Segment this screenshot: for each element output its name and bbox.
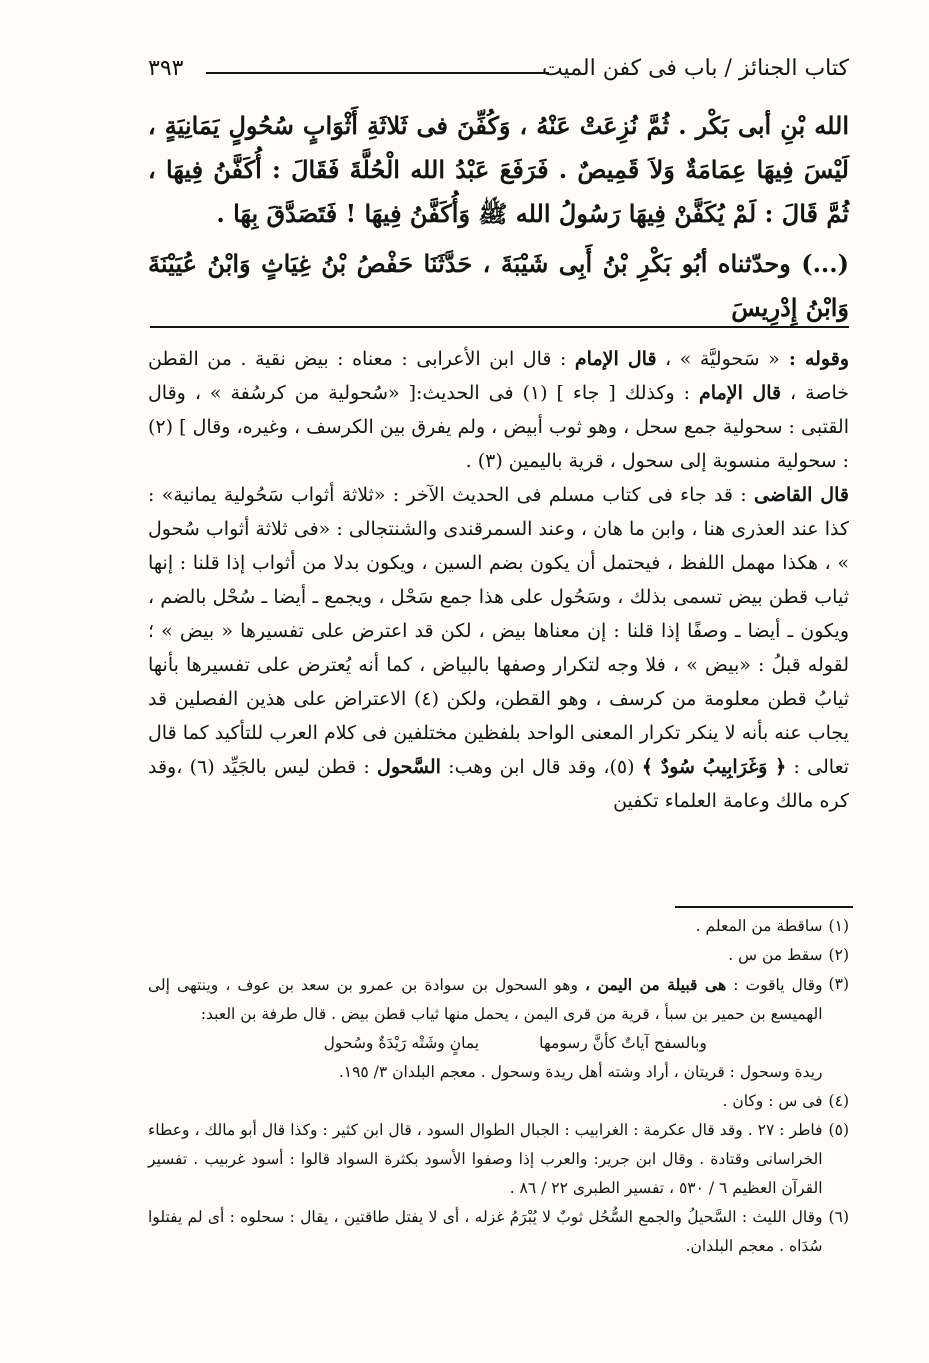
commentary-speaker: قال الإمام bbox=[699, 382, 782, 404]
footnote-text: وقال الليث : السَّحيلُ والجمع السُّحُل ثوبٌ لا يُبْرَمُ غزله ، أى لا يفتل طاقتين ، يقال : سحلوه : أى لم يفتلوا سُدَاه . معجم البلدان. bbox=[148, 1208, 823, 1255]
commentary-text: : وكذلك [ جاء ] (١) فى الحديث:[ «سُحولية من كرسُفة » ، وقال القتبى : سحولية جمع سحل ، وهو ثوب أبيض ، ولم يفرق بين الكرسف ، وغيره، وقال ] (٢) : سحولية منسوبة إلى سحول ، قرية باليمين (٣) . bbox=[148, 382, 849, 472]
hadith-isnad: (...) وحدّثناه أبُو بَكْرِ بْنُ أَبِى شَيْبَةَ ، حَدَّثَنَا حَفْصُ بْنُ غِيَاثٍ وَابْنُ عُيَيْنَةَ وَابْنُ إِدْرِيسَ bbox=[148, 249, 849, 322]
hadith-paragraph: الله بْنِ أبى بَكْر . ثُمَّ نُزِعَتْ عَنْهُ ، وَكُفِّنَ فى ثَلاثَةِ أَثْوَابٍ سُحُولٍ يَمَانِيَةٍ ، لَيْسَ فِيهَا عِمَامَةٌ وَلاَ قَمِيصٌ . فَرَفَعَ عَبْدُ الله الْحُلَّةَ فَقَالَ : أُكَفَّنُ فِيهَا ، ثُمَّ قَالَ : لَمْ يُكَفَّنْ فِيهَا رَسُولُ الله ﷺ وَأُكَفَّنُ فِيهَا ! فَتَصَدَّقَ بِهَا . bbox=[148, 111, 849, 228]
footnote-marker: (١) bbox=[828, 917, 849, 935]
commentary-text: : قطن ليس بالجَيِّد (٦) ،وقد كره مالك وعامة العلماء تكفين bbox=[148, 756, 849, 812]
footnote-emphasis: هى قبيلة من اليمن ، bbox=[585, 975, 727, 994]
commentary-speaker: قال الإمام bbox=[574, 348, 657, 370]
poetry-verse bbox=[148, 1029, 823, 1058]
footnote-1 bbox=[148, 912, 849, 941]
footnote-text: فى س : وكان . bbox=[722, 1092, 823, 1110]
quran-quote: ﴿ وَغَرَابِيبُ سُودٌ ﴾ bbox=[641, 756, 787, 778]
commentary-paragraph-1 bbox=[148, 342, 849, 478]
footnote-6 bbox=[148, 1203, 849, 1261]
footnote-2 bbox=[148, 941, 849, 970]
commentary-text: (٥)، وقد قال ابن وهب: bbox=[440, 756, 642, 778]
footnote-text: فاطر : ٢٧ . وقد قال عكرمة : الغرابيب : الجبال الطوال السود ، قال ابن كثير : وكذا قال أبو مالك ، وعطاء الخراسانى وقتادة . وقال ابن جرير: والعرب إذا وصفوا الأسود بكثرة السواد قالوا : أسود غربيب . تفسير القرآن العظيم ٦ / ٥٣٠ ، تفسير الطبرى ٢٢ / ٨٦ . bbox=[148, 1121, 823, 1197]
footnotes bbox=[148, 912, 849, 1261]
footnote-rule bbox=[675, 906, 853, 908]
footnote-marker: (٢) bbox=[828, 946, 849, 964]
header-rule bbox=[206, 72, 549, 74]
footnote-marker: (٣) bbox=[828, 975, 849, 993]
footnote-body: وهو السحول بن سوادة بن عمرو بن سعد بن عوف ، وينتهى إلى الهميسع بن حمير بن سبأ ، قرية من قرى اليمن ، يحمل منها ثياب قطن بيض . قال طرفة بن العبد: bbox=[148, 976, 823, 1023]
commentary-text: : قد جاء فى كتاب مسلم فى الحديث الآخر : «ثلاثة أثواب سَحُولية يمانية» : كذا عند العذرى هنا ، وابن ما هان ، وعند السمرقندى والشنتجالى : «فى ثلاثة أثواب سُحول » ، هكذا مهمل اللفظ ، فيحتمل أن يكون بضم السين ، ويكون بدلا من أثواب إذا قلنا : إنها ثياب قطن بيض تسمى بذلك ، وسَحُول على هذا جمع سَحْل ، ويجمع ـ أيضا ـ سُحْل بالضم ، ويكون ـ أيضا ـ وصفًا إذا قلنا : إن معناها بيض ، لكن قد اعترض على تفسيرها « بيض » ؛ لقوله قبلُ : «بيض » ، فلا وجه لتكرار وصفها بالبياض ، كما أنه يُعترض على تفسيرها بأنها ثيابُ قطن معلومة من كرسف ، وهو القطن، ولكن (٤) الاعتراض على هذين الفصلين قد يجاب عنه بأنه لا ينكر تكرار المعنى الواحد بلفظين مختلفين فى كلام العرب للتأكيد كما قال تعالى : bbox=[148, 484, 850, 778]
commentary-term: وقوله : bbox=[779, 348, 849, 370]
footnote-lead: وقال ياقوت : bbox=[726, 976, 823, 994]
verse-hemistich-1: وبالسفح آياتٌ كأنَّ رسومها bbox=[539, 1034, 707, 1052]
footnote-3 bbox=[148, 970, 849, 1087]
commentary-paragraph-2 bbox=[148, 478, 849, 818]
footnote-text bbox=[148, 970, 823, 1087]
footnote-text: ساقطة من المعلم . bbox=[695, 917, 823, 935]
commentary-text: : قال ابن الأعرابى : معناه : بيض نقية . من القطن خاصة ، bbox=[148, 348, 849, 404]
footnote-5 bbox=[148, 1116, 849, 1203]
verse-hemistich-2: يمانٍ وشَتْه رَيْدَةٌ وسُحول bbox=[323, 1034, 480, 1052]
footnote-text: سقط من س . bbox=[728, 946, 823, 964]
footnote-marker: (٤) bbox=[828, 1092, 849, 1110]
footnote-body: ريدة وسحول : قريتان ، أراد وشته أهل ريدة وسحول . معجم البلدان ٣/ ١٩٥. bbox=[338, 1063, 823, 1081]
page-header bbox=[148, 56, 849, 92]
section-divider bbox=[150, 326, 849, 328]
footnote-marker: (٥) bbox=[828, 1121, 849, 1139]
footnote-4 bbox=[148, 1087, 849, 1116]
running-title: كتاب الجنائز / باب فى كفن الميت bbox=[541, 56, 849, 81]
commentary-term: السَّحول bbox=[377, 756, 441, 778]
commentary-text: « سَحوليَّة » ، bbox=[656, 348, 780, 370]
footnote-marker: (٦) bbox=[828, 1208, 849, 1226]
commentary bbox=[148, 342, 849, 818]
page-number: ٣٩٣ bbox=[148, 56, 184, 81]
commentary-speaker: قال القاضى bbox=[754, 484, 849, 506]
hadith-text bbox=[148, 104, 849, 330]
